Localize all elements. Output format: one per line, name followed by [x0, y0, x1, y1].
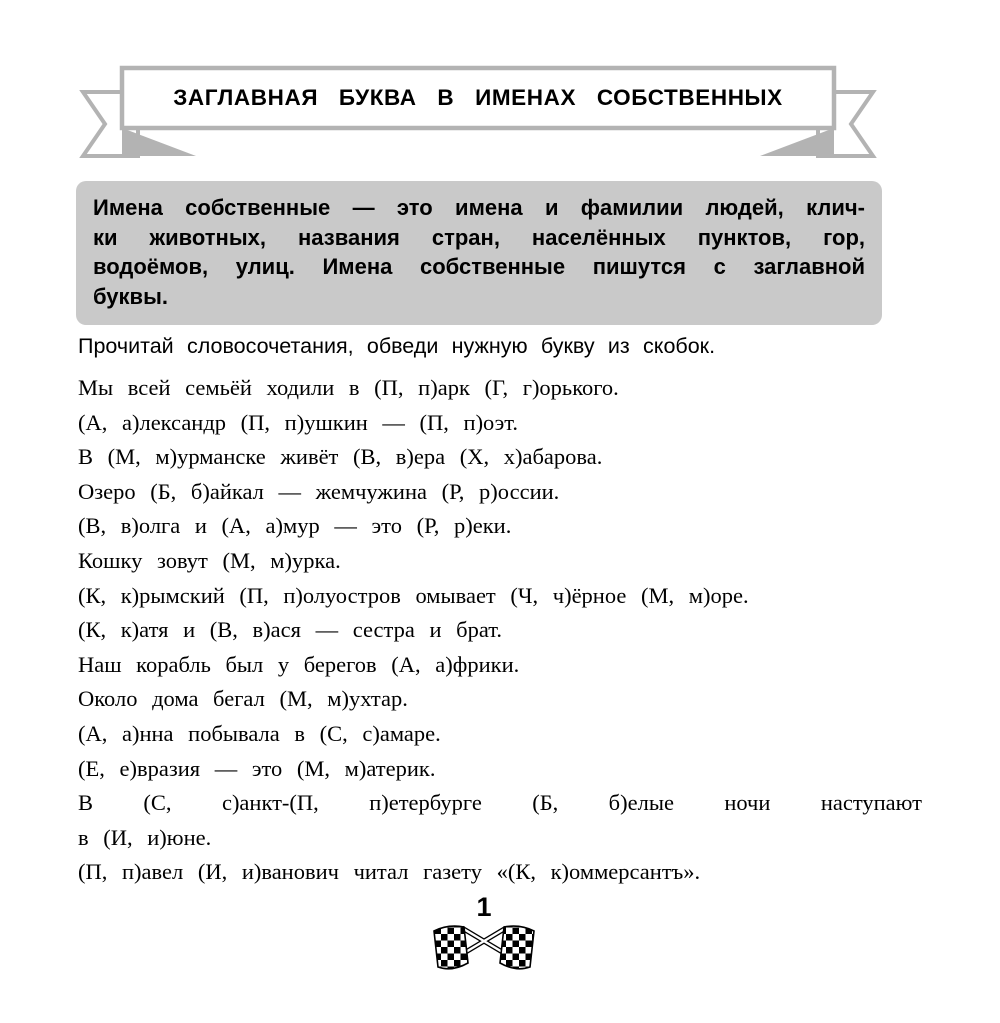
rule-line: буквы. [93, 283, 168, 309]
exercise-line: Кошку зовут (М, м)урка. [78, 547, 341, 573]
exercise-line: (Е, е)вразия — это (М, м)атерик. [78, 755, 436, 781]
exercise-line: (П, п)авел (И, и)ванович читал газету «(К, к)оммерсантъ». [78, 859, 701, 885]
page-number: 1 [476, 892, 492, 922]
exercise-line: (К, к)атя и (В, в)ася — сестра и брат. [78, 617, 502, 643]
exercise-line: (А, а)нна побывала в (С, с)амаре. [78, 720, 441, 746]
task-instruction: Прочитай словосочетания, обведи нужную букву из скобок. [78, 334, 716, 358]
exercise-line: Озеро (Б, б)айкал — жемчужина (Р, р)оссии. [78, 478, 560, 504]
checkered-flags-icon [0, 921, 968, 979]
exercise-line: (А, а)лександр (П, п)ушкин — (П, п)оэт. [78, 409, 519, 435]
rule-box [76, 181, 882, 325]
exercise-line: Около дома бегал (М, м)ухтар. [78, 686, 408, 712]
exercise-list [78, 371, 922, 890]
rule-line: ки животных, названия стран, населённых пунктов, гор, [93, 224, 865, 250]
exercise-line: (В, в)олга и (А, а)мур — это (Р, р)еки. [78, 513, 512, 539]
page-footer [0, 893, 968, 979]
exercise-line: (К, к)рымский (П, п)олуостров омывает (Ч, ч)ёрное (М, м)оре. [78, 582, 749, 608]
rule-line: Имена собственные — это имена и фамилии людей, клич- [93, 195, 865, 220]
page-title: ЗАГЛАВНАЯ БУКВА В ИМЕНАХ СОБСТВЕННЫХ [173, 85, 783, 110]
exercise-line: В (М, м)урманске живёт (В, в)ера (Х, х)абарова. [78, 444, 603, 470]
chapter-banner [78, 62, 878, 170]
rule-line: водоёмов, улиц. Имена собственные пишутся с заглавной [93, 254, 865, 279]
exercise-line: Мы всей семьёй ходили в (П, п)арк (Г, г)орького. [78, 375, 619, 400]
exercise-line: В (С, с)анкт-(П, п)етербурге (Б, б)елые ночи наступают [78, 790, 922, 816]
exercise-line: Наш корабль был у берегов (А, а)фрики. [78, 651, 520, 677]
exercise-line: в (И, и)юне. [78, 824, 212, 850]
